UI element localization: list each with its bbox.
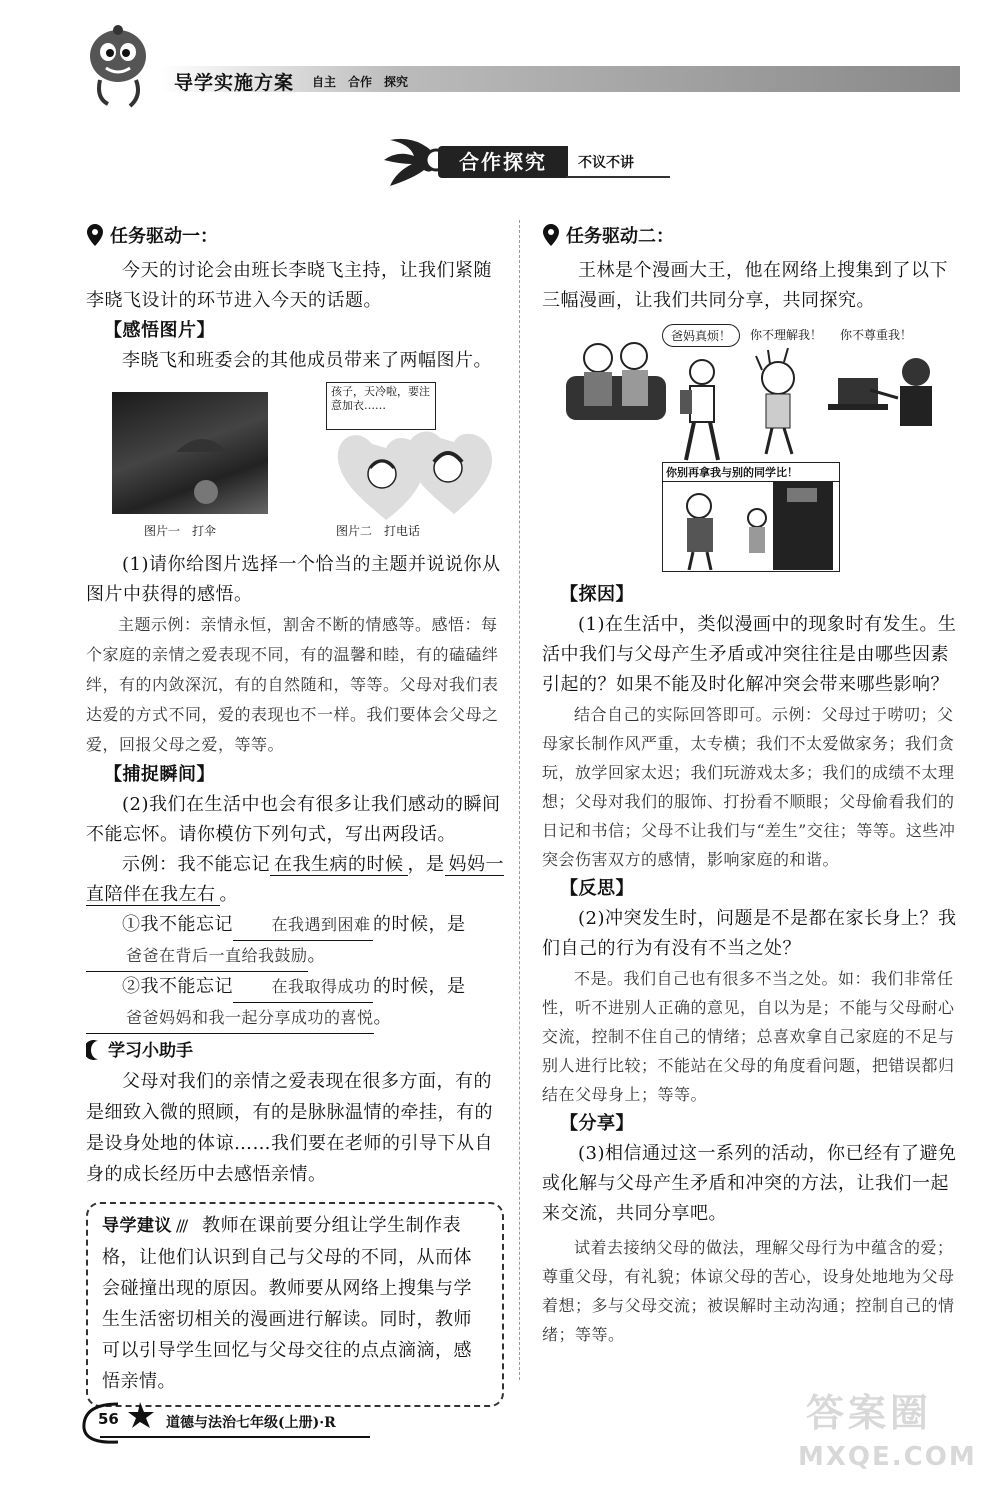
speech-bubble xyxy=(326,382,436,430)
header xyxy=(0,0,1000,110)
fill-2-prefix: ②我不能忘记 xyxy=(122,976,233,997)
banner-underline xyxy=(566,176,670,178)
mascot-icon xyxy=(78,22,158,110)
comic-compare-panel xyxy=(662,462,840,572)
watermark-top: 答案圈 xyxy=(806,1391,933,1435)
example-end: 。 xyxy=(219,884,238,905)
sec-capture-moment: 【捕捉瞬间】 xyxy=(104,764,215,785)
right-question-1: (1)在生活中，类似漫画中的现象时有发生。生活中我们与父母产生矛盾或冲突往往是由哪些因素引起的？如果不能及时化解冲突会带来哪些影响？ xyxy=(542,614,957,695)
tip-text: 教师在课前要分组让学生制作表格，让他们认识到自己与父母的不同，从而体会碰撞出现的原因。教师要从网络上搜集与学生生活密切相关的漫画进行解读。同时，教师可以引导学生回忆与父母交往的点点滴滴，感悟亲情。 xyxy=(102,1215,472,1392)
right-answer-1: 结合自己的实际回答即可。示例：父母过于唠叨；父母家长制作风严重，太专横；我们不太爱做家务；我们贪玩，放学回家太迟；我们玩游戏太多；我们的成绩不太理想；父母对我们的服饰、打扮看不顺眼；父母偷看我们的日记和书信；父母不让我们与“差生”交往；等等。这些冲突会伤害双方的感情，影响家庭的和谐。 xyxy=(542,705,956,869)
task2-heading xyxy=(542,222,962,252)
right-question-2: (2)冲突发生时，问题是不是都在家长身上？我们自己的行为有没有不当之处？ xyxy=(542,908,957,959)
example-mid: ，是 xyxy=(407,854,445,875)
helper-text: 父母对我们的亲情之爱表现在很多方面，有的是细致入微的照顾，有的是脉脉温情的牵挂，有的是设身处地的体谅……我们要在老师的引导下从自身的成长经历中去感悟亲情。 xyxy=(86,1071,493,1185)
fill-1-prefix: ①我不能忘记 xyxy=(122,914,233,935)
answer-1: 主题示例：亲情永恒，割舍不断的情感等。感悟：每个家庭的亲情之爱表现不同，有的温馨和睦，有的磕磕绊绊，有的内敛深沉，有的自然随和，等等。父母对我们表达爱的方式不同，爱的表现也不一样。我们要体会父母之爱，回报父母之爱，等等。 xyxy=(86,615,499,754)
comic-bubble-1-text: 爸妈真烦！ xyxy=(671,329,732,343)
fill-2-end: 。 xyxy=(373,1007,393,1028)
comic-bubble-2b: 你不尊重我！ xyxy=(840,328,913,342)
example-prefix: 示例：我不能忘记 xyxy=(122,854,270,875)
fill-2-answer-a: 在我取得成功 xyxy=(233,972,373,1003)
example-line xyxy=(86,850,506,910)
task1-intro: 今天的讨论会由班长李晓飞主持，让我们紧随李晓飞设计的环节进入今天的话题。 xyxy=(86,260,492,311)
example-underline-1: 在我生病的时候 xyxy=(270,854,408,876)
header-subtitle: 自主 合作 探究 xyxy=(312,75,409,89)
section-banner xyxy=(380,130,680,190)
right-answer-2: 不是。我们自己也有很多不当之处。如：我们非常任性，听不进别人正确的意见，自以为是；不能与父母耐心交流，控制不住自己的情绪；总喜欢拿自己家庭的不足与别人进行比较；不能站在父母的角度看问题，把错误都归结在父母身上；等等。 xyxy=(542,969,955,1104)
helper-title: 学习小助手 xyxy=(108,1041,193,1061)
question-2: (2)我们在生活中也会有很多让我们感动的瞬间不能忘怀。请你模仿下列句式，写出两段话。 xyxy=(86,794,501,845)
photo-umbrella xyxy=(112,392,268,514)
right-question-3: (3)相信通过这一系列的活动，你已经有了避免或化解与父母产生矛盾和冲突的方法，让我们一起来交流，共同分享吧。 xyxy=(542,1143,957,1224)
header-title: 导学实施方案 xyxy=(174,72,295,94)
comic-argument xyxy=(748,348,948,458)
fill-2-answer-b: 爸爸妈妈和我一起分享成功的喜悦 xyxy=(86,1003,374,1034)
fill-1-mid: 的时候，是 xyxy=(373,914,466,935)
watermark-bottom: MXQE.COM xyxy=(798,1442,977,1472)
heart-phone-icon xyxy=(336,428,496,524)
book-title: 道德与法治七年级(上册)·R xyxy=(166,1415,336,1431)
left-column xyxy=(86,222,506,1407)
sec-feel-pictures: 【感悟图片】 xyxy=(104,320,215,341)
right-answer-3: 试着去接纳父母的做法，理解父母行为中蕴含的爱；尊重父母，有礼貌；体谅父母的苦心，设身处地地为父母着想；多与父母交流；被误解时主动沟通；控制自己的情绪；等等。 xyxy=(542,1238,955,1344)
sec-reflect: 【反思】 xyxy=(560,878,634,899)
fill-2-mid: 的时候，是 xyxy=(373,976,466,997)
umbrella-figure-icon xyxy=(172,432,232,512)
question-1: (1)请你给图片选择一个恰当的主题并说说你从图片中获得的感悟。 xyxy=(86,554,501,605)
task1-title: 任务驱动一： xyxy=(110,226,218,247)
pictures-row xyxy=(86,382,506,542)
tip-box xyxy=(86,1202,504,1407)
task2-intro: 王林是个漫画大王，他在网络上搜集到了以下三幅漫画，让我们共同分享，共同探究。 xyxy=(542,260,948,311)
caption-2: 图片二 打电话 xyxy=(336,524,421,538)
task1-heading xyxy=(86,222,506,252)
column-divider xyxy=(519,220,520,1380)
fill-1-answer-b: 爸爸在背后一直给我鼓励 xyxy=(86,941,308,972)
comic-compare-art xyxy=(663,482,839,570)
crescent-icon xyxy=(86,1040,102,1060)
location-pin-icon xyxy=(542,224,560,246)
comic-bubble-2a: 你不理解我！ xyxy=(750,328,823,342)
sec-share: 【分享】 xyxy=(560,1113,634,1134)
comic-compare-caption: 你别再拿我与别的同学比！ xyxy=(663,463,839,482)
bubble-text: 孩子，天冷啦，要注意加衣…… xyxy=(331,385,430,412)
banner-title-box xyxy=(438,146,568,178)
caption-1: 图片一 打伞 xyxy=(144,524,217,538)
comic-student-walking xyxy=(672,356,732,466)
tip-title: 导学建议 xyxy=(102,1216,172,1236)
fill-line-1 xyxy=(86,910,506,972)
tip-content xyxy=(102,1210,490,1397)
banner-title: 合作探究 xyxy=(459,150,547,174)
comic-family-sofa xyxy=(562,336,672,426)
page-number: 56 xyxy=(98,1410,119,1428)
helper-heading xyxy=(86,1036,506,1066)
location-pin-icon xyxy=(86,224,104,246)
comic-bubble-1 xyxy=(662,324,740,347)
fill-1-answer-a: 在我遇到困难 xyxy=(233,910,373,941)
fill-1-end: 。 xyxy=(307,945,327,966)
fill-line-2 xyxy=(86,972,506,1034)
footer-line xyxy=(100,1436,370,1438)
comics-area xyxy=(542,322,962,574)
example-underline-2: 妈妈一直陪伴在我左右 xyxy=(86,854,504,905)
sec-cause: 【探因】 xyxy=(560,584,634,605)
banner-tag: 不议不讲 xyxy=(578,155,634,171)
footer xyxy=(0,1380,1000,1504)
sec1-text: 李晓飞和班委会的其他成员带来了两幅图片。 xyxy=(122,350,492,371)
phone-cartoon xyxy=(326,382,498,522)
task2-title: 任务驱动二： xyxy=(566,226,674,247)
tip-slash-icon: /// xyxy=(176,1216,187,1235)
right-column xyxy=(542,222,962,1349)
